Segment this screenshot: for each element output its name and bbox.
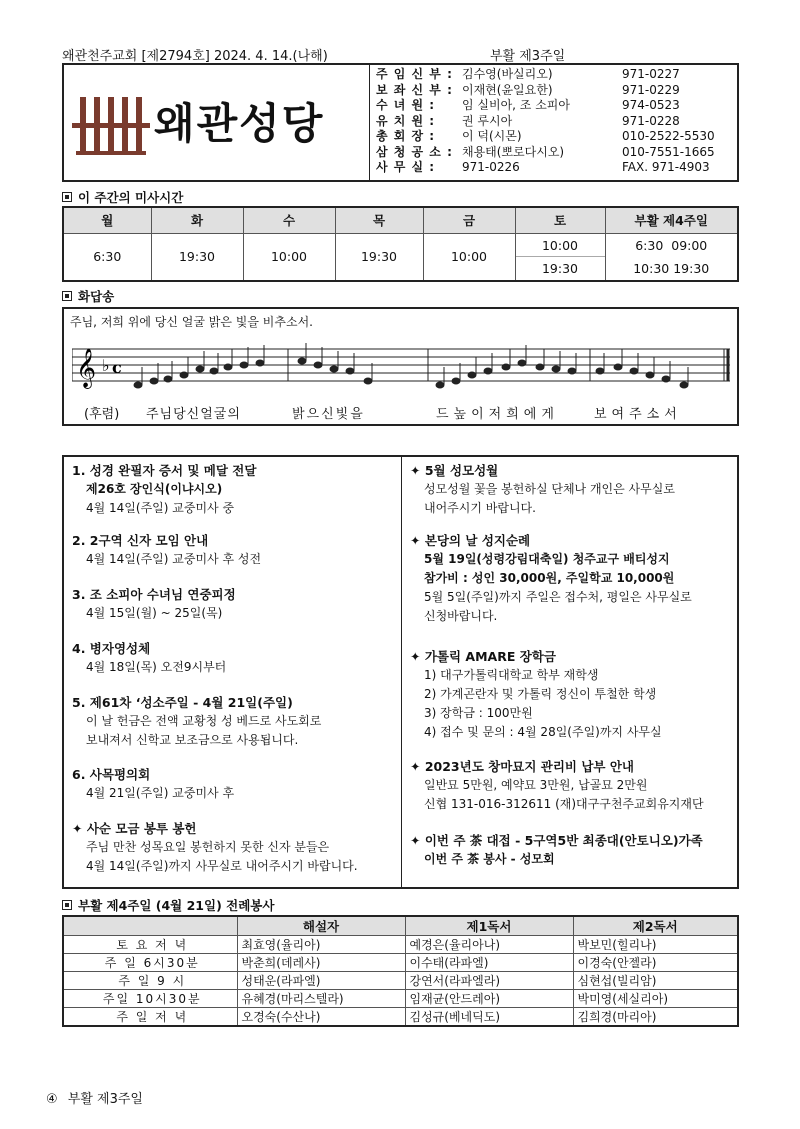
notice-line: 보내져서 신학교 보조금으로 사용됩니다.	[86, 733, 299, 747]
notice-title: ✦ 이번 주 茶 대접 - 5구역5반 최종대(안토니오)가족	[410, 833, 703, 848]
page-footer	[46, 1088, 143, 1107]
notice-title: ✦ 2023년도 창마묘지 관리비 납부 안내	[410, 759, 634, 774]
serve-person: 강연서(라파엘라)	[405, 972, 573, 990]
staff-role: 유 치 원 :	[376, 113, 436, 128]
staff-role: 보 좌 신 부 :	[376, 82, 453, 97]
music-note	[240, 362, 248, 368]
staff-name: 김수영(바실리오)	[462, 67, 553, 81]
music-note	[196, 366, 204, 372]
staff-phone: 974-0523	[622, 98, 680, 112]
serve-person: 김희경(마리아)	[573, 1008, 738, 1027]
staff-row	[376, 145, 736, 161]
lyric-refrain: (후렴)	[84, 407, 120, 422]
parish-logo-text: 왜관성당	[154, 99, 325, 148]
notice-item	[72, 531, 261, 569]
notice-item	[72, 585, 236, 623]
serve-person: 박보민(힐리나)	[573, 936, 738, 954]
liturgy-service-table	[62, 915, 739, 1027]
notice-line: 4월 14일(주일)까지 사무실로 내어주시기 바랍니다.	[86, 859, 358, 873]
notice-line: 3) 장학금 : 100만원	[424, 706, 533, 720]
staff-row	[376, 98, 736, 114]
staff-name: 971-0226	[462, 160, 520, 174]
serve-person: 유혜경(마리스텔라)	[237, 990, 405, 1008]
serve-person: 최효영(율리아)	[237, 936, 405, 954]
staff-role: 총 회 장 :	[376, 129, 436, 143]
serve-person: 이수태(라파엘)	[405, 954, 573, 972]
serve-row	[63, 954, 738, 972]
staff-row	[376, 129, 736, 145]
serve-header-commentator: 해설자	[237, 916, 405, 936]
time-thu: 19:30	[335, 233, 423, 281]
liturgical-week: 부활 제3주일	[490, 49, 566, 64]
staff-name: 채용태(뽀로다시오)	[462, 144, 565, 159]
serve-section-title: 부활 제4주일 (4월 21일) 전례봉사	[62, 896, 274, 914]
music-note	[518, 360, 526, 366]
notice-bold-line: 5월 19일(성령강림대축일) 청주교구 배티성지	[424, 552, 670, 566]
staff-name: 임 실비아, 조 소피아	[462, 98, 570, 112]
section-bullet-icon	[62, 291, 72, 301]
music-note	[662, 376, 670, 382]
notice-line: 일반묘 5만원, 예약묘 3만원, 납골묘 2만원	[424, 778, 648, 792]
staff-role: 삼 청 공 소 :	[376, 144, 453, 159]
notice-item	[72, 765, 234, 803]
notice-line: 성모성월 꽃을 봉헌하실 단체나 개인은 사무실로	[424, 482, 675, 496]
music-note	[536, 364, 544, 370]
parish-logo	[64, 65, 370, 180]
serve-time: 주 일 6시30분	[63, 954, 237, 972]
notices-left-column	[64, 457, 402, 887]
mass-header-row	[63, 207, 738, 233]
notice-item	[410, 647, 662, 742]
staff-name: 권 루시아	[462, 113, 513, 128]
treble-clef-icon: 𝄞	[76, 348, 97, 388]
serve-time: 주 일 저 녁	[63, 1008, 237, 1027]
music-note	[364, 378, 372, 384]
notices-box	[62, 455, 739, 889]
staff-phone: 010-7551-1665	[622, 144, 715, 159]
header-fri: 금	[423, 207, 515, 233]
notice-title: 6. 사목평의회	[72, 767, 151, 782]
lyric-phrase-3: 드높이저희에게	[436, 407, 559, 422]
music-staff	[72, 335, 732, 401]
notice-title: ✦ 본당의 날 성지순례	[410, 533, 531, 548]
music-note	[346, 368, 354, 374]
staff-list	[376, 67, 736, 176]
staff-name: 이재현(윤일요한)	[462, 82, 553, 97]
music-note	[596, 368, 604, 374]
time-sun: 6:30 09:00 10:30 19:30	[605, 233, 738, 281]
serve-row	[63, 1008, 738, 1027]
staff-phone: 010-2522-5530	[622, 129, 715, 143]
music-note	[502, 364, 510, 370]
notice-bold-line: 이번 주 茶 봉사 - 성모회	[424, 852, 555, 866]
music-note	[224, 364, 232, 370]
music-note	[452, 378, 460, 384]
notice-line: 이 날 헌금은 전액 교황청 성 베드로 사도회로	[86, 714, 322, 728]
section-bullet-icon	[62, 192, 72, 202]
notice-line: 4) 접수 및 문의 : 4월 28일(주일)까지 사무실	[424, 725, 662, 739]
music-note	[180, 372, 188, 378]
notice-line: 4월 15일(월) ~ 25일(목)	[86, 606, 223, 620]
notice-line: 신협 131-016-312611 (재)대구구천주교회유지재단	[424, 797, 704, 811]
mass-time-row	[63, 233, 738, 281]
notice-line: 신청바랍니다.	[424, 609, 498, 623]
svg-text:♭: ♭	[102, 356, 110, 375]
staff-role: 수 녀 원 :	[376, 98, 436, 112]
staff-phone: 971-0229	[622, 82, 680, 97]
header-tue: 화	[151, 207, 243, 233]
notice-item	[410, 531, 692, 626]
notice-item	[410, 831, 703, 869]
music-note	[134, 382, 142, 388]
staff-role: 주 임 신 부 :	[376, 67, 453, 81]
music-note	[468, 372, 476, 378]
time-mon: 6:30	[63, 233, 151, 281]
music-note	[164, 376, 172, 382]
serve-row	[63, 990, 738, 1008]
music-note	[330, 366, 338, 372]
serve-time: 주일 10시30분	[63, 990, 237, 1008]
serve-header-row	[63, 916, 738, 936]
staff-phone: FAX. 971-4903	[622, 160, 710, 174]
staff-row	[376, 160, 736, 176]
staff-role: 사 무 실 :	[376, 160, 436, 174]
serve-person: 임재균(안드레아)	[405, 990, 573, 1008]
notice-line: 2) 가계곤란자 및 가톨릭 정신이 투철한 학생	[424, 687, 657, 701]
music-note	[150, 378, 158, 384]
notice-title: ✦ 5월 성모성월	[410, 463, 499, 478]
music-note	[630, 368, 638, 374]
header-sun: 부활 제4주일	[605, 207, 738, 233]
time-sat: 10:00 19:30	[515, 233, 605, 281]
notice-line: 주님 만찬 성목요일 봉헌하지 못한 신자 분들은	[86, 840, 330, 854]
serve-header-reading1: 제1독서	[405, 916, 573, 936]
serve-row	[63, 972, 738, 990]
staff-row	[376, 83, 736, 99]
time-wed: 10:00	[243, 233, 335, 281]
parish-issue: 왜관천주교회 [제2794호] 2024. 4. 14.(나해)	[62, 49, 328, 64]
music-note	[614, 364, 622, 370]
footer-text: 부활 제3주일	[67, 1092, 143, 1107]
music-note	[210, 368, 218, 374]
notice-item	[410, 757, 704, 814]
staff-phone: 971-0227	[622, 67, 680, 81]
music-note	[314, 362, 322, 368]
serve-person: 오경숙(수산나)	[237, 1008, 405, 1027]
notice-title: ✦ 가톨릭 AMARE 장학금	[410, 649, 556, 664]
serve-person: 박미영(세실리아)	[573, 990, 738, 1008]
time-fri: 10:00	[423, 233, 515, 281]
hymn-response-text: 주님, 저희 위에 당신 얼굴 밝은 빛을 비추소서.	[70, 315, 313, 329]
music-note	[646, 372, 654, 378]
lyric-phrase-2: 밝으신빛을	[292, 407, 365, 422]
notice-line: 내어주시기 바랍니다.	[424, 501, 536, 515]
notice-title: 2. 2구역 신자 모임 안내	[72, 533, 209, 548]
notice-title: ✦ 사순 모금 봉투 봉헌	[72, 821, 197, 836]
music-note	[256, 360, 264, 366]
header-wed: 수	[243, 207, 335, 233]
serve-row	[63, 936, 738, 954]
notice-line: 4월 18일(목) 오전9시부터	[86, 660, 227, 674]
header-thu: 목	[335, 207, 423, 233]
notice-line: 5월 5일(주일)까지 주일은 접수처, 평일은 사무실로	[424, 590, 692, 604]
notice-item	[72, 461, 256, 518]
staff-name: 이 덕(시몬)	[462, 129, 522, 143]
mass-section-title: 이 주간의 미사시간	[62, 188, 183, 206]
time-tue: 19:30	[151, 233, 243, 281]
music-note	[484, 368, 492, 374]
lyric-phrase-4: 보여주소서	[594, 407, 682, 422]
serve-time: 토 요 저 녁	[63, 936, 237, 954]
notice-bold-line: 참가비 : 성인 30,000원, 주일학교 10,000원	[424, 571, 675, 585]
music-note	[552, 366, 560, 372]
staff-row	[376, 114, 736, 130]
bulletin-header	[62, 45, 566, 64]
notice-line: 4월 14일(주일) 교중미사 중	[86, 501, 235, 515]
music-note	[298, 358, 306, 364]
serve-person: 김성규(베네딕도)	[405, 1008, 573, 1027]
serve-time: 주 일 9 시	[63, 972, 237, 990]
header-mon: 월	[63, 207, 151, 233]
staff-phone: 971-0228	[622, 113, 680, 128]
serve-header-reading2: 제2독서	[573, 916, 738, 936]
parish-emblem-icon	[72, 85, 152, 165]
serve-person: 예경은(율리아나)	[405, 936, 573, 954]
notice-item	[72, 639, 226, 677]
serve-header-time	[63, 916, 237, 936]
music-note	[436, 382, 444, 388]
notice-title: 5. 제61차 ‘성소주일 - 4월 21일(주일)	[72, 695, 293, 710]
notice-bold-line: 제26호 장인식(이냐시오)	[86, 482, 223, 496]
notice-title: 4. 병자영성체	[72, 641, 151, 656]
serve-person: 박춘희(데레사)	[237, 954, 405, 972]
music-note	[680, 382, 688, 388]
serve-person: 이경숙(안젤라)	[573, 954, 738, 972]
section-bullet-icon	[62, 900, 72, 910]
parish-info-box	[62, 63, 739, 182]
hymn-box	[62, 307, 739, 426]
serve-person: 심현섭(빌리암)	[573, 972, 738, 990]
notice-line: 4월 21일(주일) 교중미사 후	[86, 786, 235, 800]
notice-title: 1. 성경 완필자 증서 및 메달 전달	[72, 463, 257, 478]
serve-person: 성태운(라파엘)	[237, 972, 405, 990]
notice-item	[72, 819, 358, 876]
notice-line: 1) 대구가톨릭대학교 학부 재학생	[424, 668, 599, 682]
lyric-phrase-1: 주님당신얼굴의	[146, 407, 241, 422]
notice-title: 3. 조 소피아 수녀님 연중피정	[72, 587, 236, 602]
notice-line: 4월 14일(주일) 교중미사 후 성전	[86, 552, 262, 566]
header-sat: 토	[515, 207, 605, 233]
notices-right-column	[402, 457, 737, 887]
svg-text:c: c	[112, 358, 122, 377]
mass-schedule-table	[62, 206, 739, 282]
staff-row	[376, 67, 736, 83]
music-note	[568, 368, 576, 374]
notice-item	[410, 461, 675, 518]
page-number: ④	[46, 1092, 58, 1107]
notice-item	[72, 693, 321, 750]
hymn-section-title: 화답송	[62, 287, 114, 305]
